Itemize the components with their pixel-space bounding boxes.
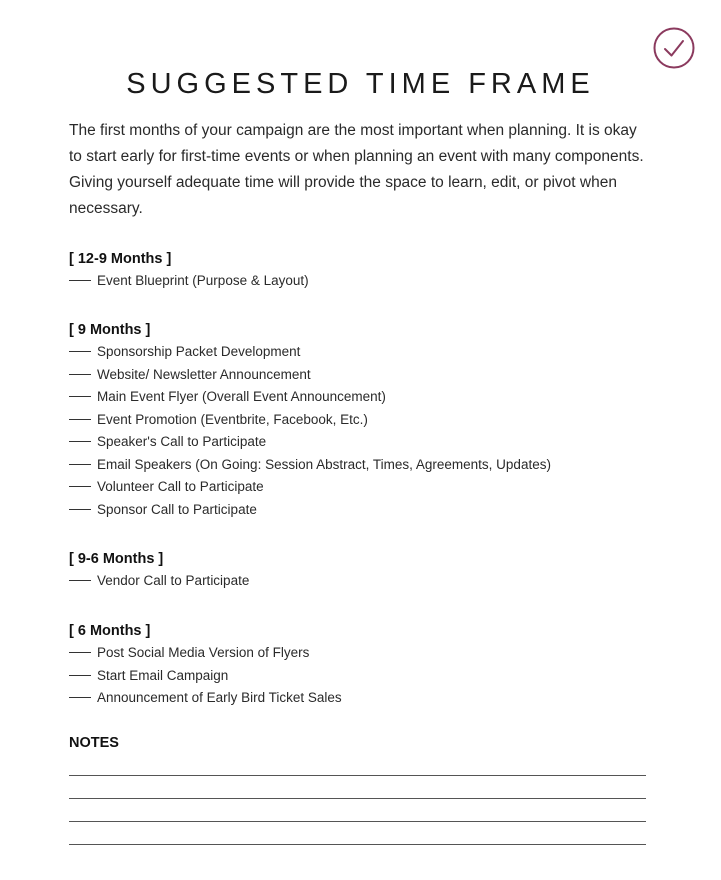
item-label: Announcement of Early Bird Ticket Sales <box>97 690 342 705</box>
checklist-item[interactable] <box>69 570 669 593</box>
item-label: Speaker's Call to Participate <box>97 434 267 449</box>
checklist-item[interactable] <box>69 665 669 688</box>
checkbox-blank[interactable] <box>69 652 91 653</box>
checkbox-blank[interactable] <box>69 280 91 281</box>
checklist-item[interactable] <box>69 499 669 522</box>
item-label: Website/ Newsletter Announcement <box>97 366 311 382</box>
checklist-item[interactable] <box>69 270 669 293</box>
section-heading: [ 6 Months ] <box>69 623 151 639</box>
item-label: Volunteer Call to Participate <box>97 479 264 494</box>
checkbox-blank[interactable] <box>69 486 91 487</box>
checkbox-blank[interactable] <box>69 374 91 375</box>
checklist-item[interactable] <box>69 409 669 432</box>
section-heading: [ 12-9 Months ] <box>69 251 172 267</box>
checkbox-blank[interactable] <box>69 351 91 352</box>
section-heading: [ 9-6 Months ] <box>69 551 164 567</box>
check-circle-icon <box>653 27 695 69</box>
checkbox-blank[interactable] <box>69 697 91 698</box>
note-line[interactable] <box>69 844 646 845</box>
checkbox-blank[interactable] <box>69 509 91 510</box>
checkbox-blank[interactable] <box>69 419 91 420</box>
checkbox-blank[interactable] <box>69 441 91 442</box>
checkbox-blank[interactable] <box>69 396 91 397</box>
note-line[interactable] <box>69 821 646 822</box>
section-heading: [ 9 Months ] <box>69 322 151 338</box>
item-label: Sponsor Call to Participate <box>97 501 257 517</box>
checklist-item[interactable] <box>69 341 669 364</box>
checkbox-blank[interactable] <box>69 675 91 676</box>
note-line[interactable] <box>69 798 646 799</box>
section-6-months <box>69 620 669 710</box>
notes-heading: NOTES <box>69 735 119 751</box>
item-label: Sponsorship Packet Development <box>97 344 301 359</box>
intro-paragraph: The first months of your campaign are the most important when planning. It is okay to start early for first-time events or when planning an event with many components. Giving yourself adequate time will provide the space to learn, edit, or pivot when necessary. <box>69 122 644 217</box>
checklist-item[interactable] <box>69 364 669 387</box>
checklist-item[interactable] <box>69 386 669 409</box>
checklist-item[interactable] <box>69 642 669 665</box>
item-label: Vendor Call to Participate <box>97 573 250 588</box>
item-label: Main Event Flyer (Overall Event Announcement) <box>97 389 386 404</box>
checklist-item[interactable] <box>69 476 669 499</box>
item-label: Start Email Campaign <box>97 667 229 683</box>
checklist-item[interactable] <box>69 687 669 710</box>
section-9-6-months <box>69 548 669 593</box>
section-12-9-months <box>69 248 669 293</box>
checkbox-blank[interactable] <box>69 580 91 581</box>
checklist-item[interactable] <box>69 431 669 454</box>
page-title: SUGGESTED TIME FRAME <box>126 68 595 100</box>
note-line[interactable] <box>69 775 646 776</box>
checklist-item[interactable] <box>69 454 669 477</box>
checkbox-blank[interactable] <box>69 464 91 465</box>
item-label: Post Social Media Version of Flyers <box>97 645 310 660</box>
section-9-months <box>69 319 669 521</box>
item-label: Event Blueprint (Purpose & Layout) <box>97 273 309 288</box>
item-label: Event Promotion (Eventbrite, Facebook, Etc.) <box>97 411 368 427</box>
item-label: Email Speakers (On Going: Session Abstract, Times, Agreements, Updates) <box>97 456 551 472</box>
